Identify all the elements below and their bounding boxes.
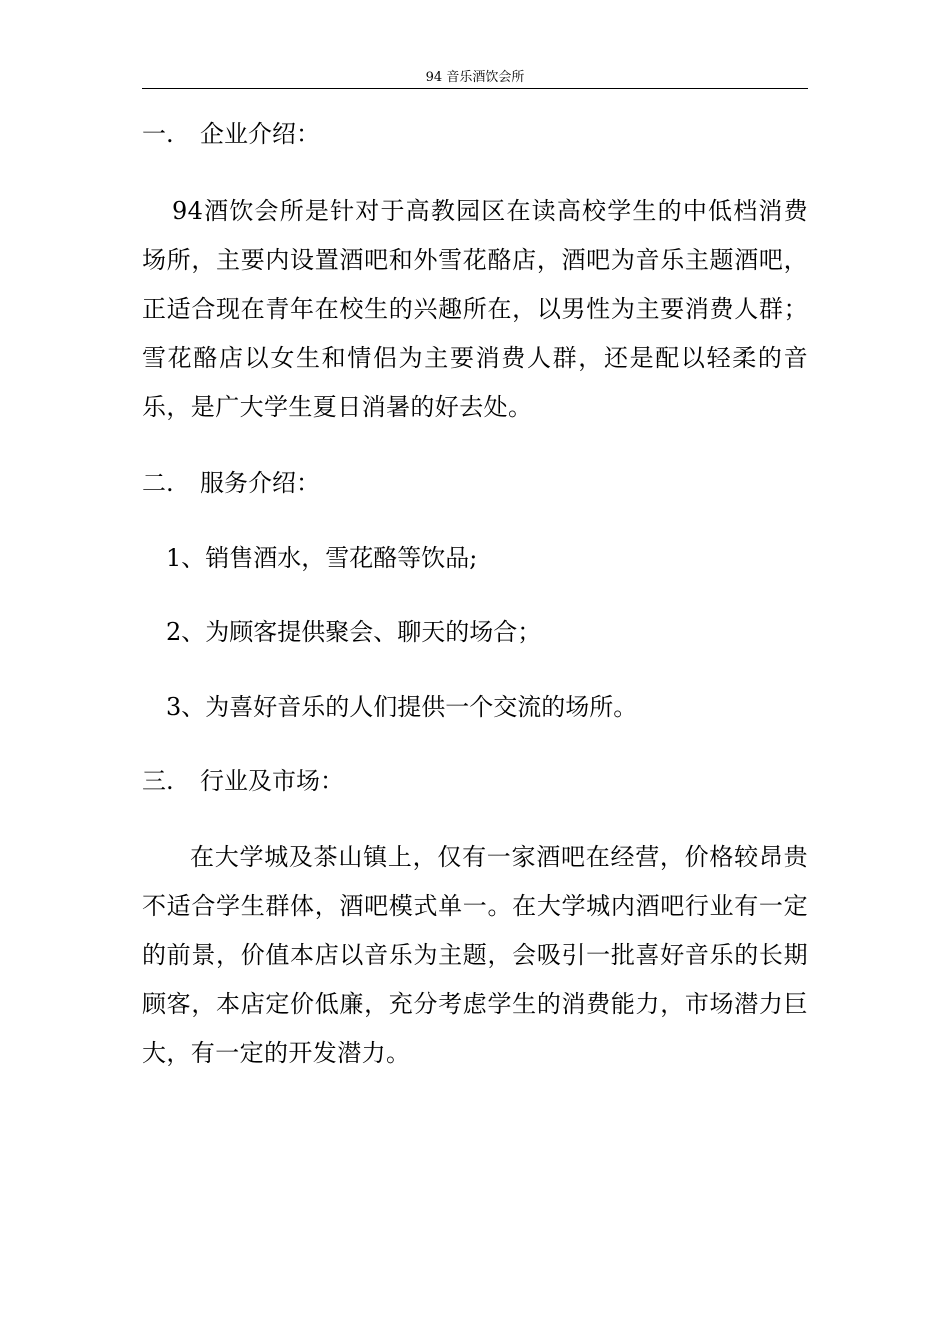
section-3-paragraph: 在大学城及茶山镇上，仅有一家酒吧在经营，价格较昂贵不适合学生群体，酒吧模式单一。在大学城内酒吧行业有一定的前景，价值本店以音乐为主题，会吸引一批喜好音乐的长期顾客，本店定价低廉，充分考虑学生的消费能力，市场潜力巨大，有一定的开发潜力。 (142, 843, 808, 1067)
section-title: 企业介绍： (200, 120, 320, 148)
service-item-1: 1、销售酒水，雪花酪等饮品; (166, 544, 478, 572)
page-header: 94 音乐酒饮会所 (425, 70, 525, 85)
section-number: 三. (142, 767, 174, 795)
section-heading-2 (142, 459, 808, 508)
section-number: 二. (142, 469, 174, 497)
service-item-2: 2、为顾客提供聚会、聊天的场合； (166, 618, 542, 646)
header-rule (142, 88, 808, 89)
section-1-paragraph: 94酒饮会所是针对于高教园区在读高校学生的中低档消费场所，主要内设置酒吧和外雪花酪店，酒吧为音乐主题酒吧，正适合现在青年在校生的兴趣所在，以男性为主要消费人群；雪花酪店以女生和情侣为主要消费人群，还是配以轻柔的音乐，是广大学生夏日消暑的好去处。 (142, 197, 808, 421)
service-item-3: 3、为喜好音乐的人们提供一个交流的场所。 (166, 693, 638, 721)
section-number: 一. (142, 120, 174, 148)
section-heading-1 (142, 110, 808, 159)
section-title: 服务介绍： (200, 469, 320, 497)
section-title: 行业及市场： (200, 767, 344, 795)
section-heading-3 (142, 757, 808, 806)
